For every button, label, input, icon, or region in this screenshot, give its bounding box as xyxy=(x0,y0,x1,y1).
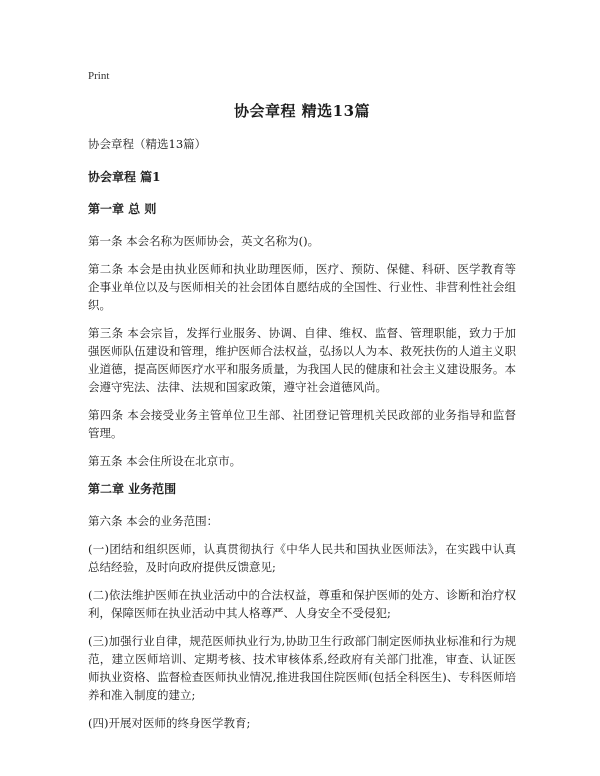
article-1: 第一条 本会名称为医师协会，英文名称为()。 xyxy=(88,234,320,248)
article-4: 第四条 本会接受业务主管单位卫生部、社团登记管理机关民政部的业务指导和监督管理。 xyxy=(88,408,516,440)
article-6: 第六条 本会的业务范围： xyxy=(88,514,219,528)
article-2: 第二条 本会是由执业医师和执业助理医师，医疗、预防、保健、科研、医学教育等企事业单位以及与医师相关的社会团体自愿结成的全国性、行业性、非营利性社会组织。 xyxy=(88,262,516,312)
document-title: 协会章程 精选13篇 xyxy=(233,102,371,120)
article-3: 第三条 本会宗旨，发挥行业服务、协调、自律、维权、监督、管理职能，致力于加强医师队伍建设和管理，维护医师合法权益，弘扬以人为本、救死扶伤的人道主义职业道德，提高医师医疗水平和服务质量，为我国人民的健康和社会主义建设服务。本会遵守宪法、法律、法规和国家政策，遵守社会道德风尚。 xyxy=(88,326,516,394)
article-5: 第五条 本会住所设在北京市。 xyxy=(88,454,242,468)
print-label: Print xyxy=(88,70,110,82)
scope-item-3: (三)加强行业自律，规范医师执业行为,协助卫生行政部门制定医师执业标准和行为规范，建立医师培训、定期考核、技术审核体系,经政府有关部门批准，审查、认证医师执业资格、监督检查医师执业情况,推进我国住院医师(包括全科医生)、专科医师培养和准入制度的建立; xyxy=(88,634,516,702)
scope-item-2: (二)依法维护医师在执业活动中的合法权益，尊重和保护医师的处方、诊断和治疗权利，保障医师在执业活动中其人格尊严、人身安全不受侵犯; xyxy=(88,588,516,620)
document-subtitle: 协会章程（精选13篇） xyxy=(88,137,207,151)
scope-item-4: (四)开展对医师的终身医学教育; xyxy=(88,716,251,730)
chapter-2-heading: 第二章 业务范围 xyxy=(88,482,177,496)
scope-item-1: (一)团结和组织医师，认真贯彻执行《中华人民共和国执业医师法》，在实践中认真总结经验，及时向政府提供反馈意见; xyxy=(88,542,516,574)
part-heading: 协会章程 篇1 xyxy=(88,170,161,184)
chapter-1-heading: 第一章 总 则 xyxy=(88,202,157,216)
